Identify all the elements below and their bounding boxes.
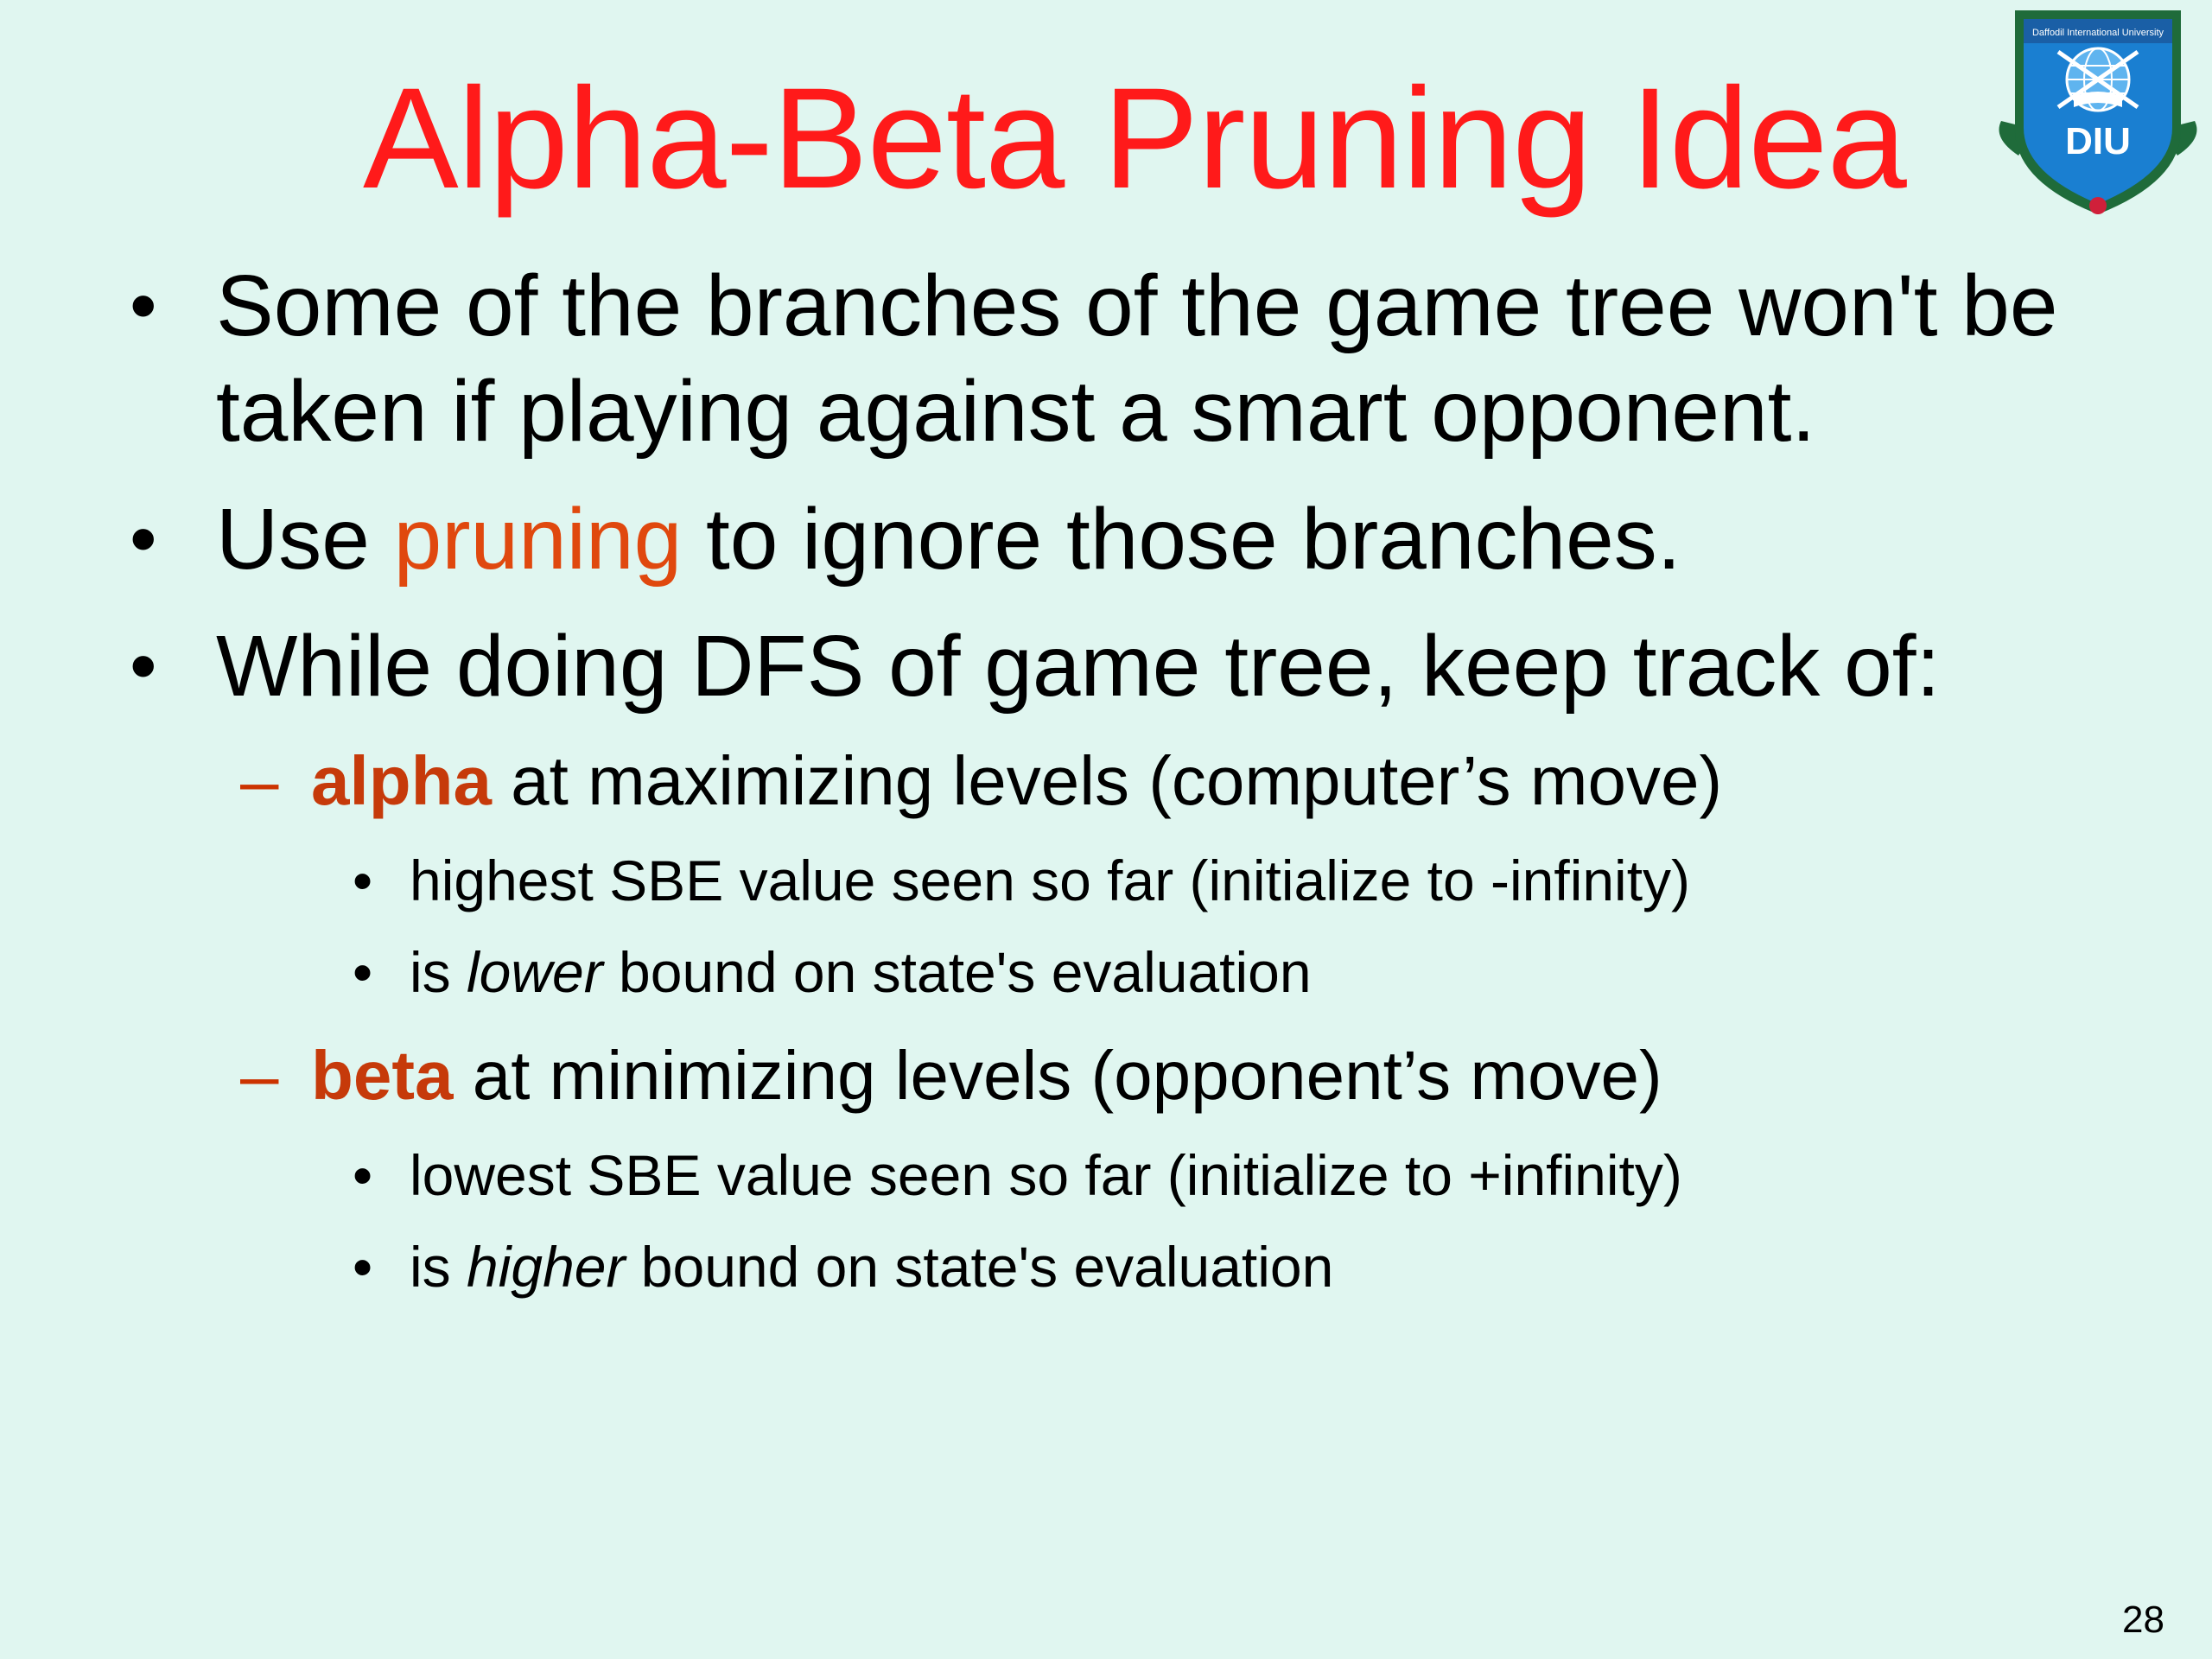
bullet-marker: • [130,263,157,349]
beta-keyword: beta [311,1037,454,1114]
bullet-marker: • [353,1143,373,1207]
bullet-1-line-1: Some of the branches of the game tree won't be [216,257,2058,354]
higher-emphasis: higher [467,1235,626,1299]
lower-emphasis: lower [467,940,603,1004]
bullet-marker: • [130,623,157,709]
slide-title: Alpha-Beta Pruning Idea [363,59,1906,219]
bullet-text: While doing DFS of game tree, keep track of: [216,618,1941,715]
bullet-2-prefix: Use [216,491,394,588]
alpha-description: at maximizing levels (computer’s move) [491,742,1723,819]
bullet-text [216,253,2058,464]
svg-text:DIU: DIU [2065,120,2131,162]
bullet-marker: • [353,849,373,912]
svg-text:Daffodil International Univers: Daffodil International University [2031,28,2164,38]
detail-text [410,1228,1333,1306]
bullet-marker: • [130,496,157,582]
bullet-1-line-2: taken if playing against a smart opponent. [216,363,1816,460]
dash-marker: – [240,1037,279,1114]
detail-prefix: is [410,1235,467,1299]
sub-item-text [311,738,1722,824]
bullet-text [216,486,1681,592]
university-logo [1984,0,2212,228]
shield-logo-icon [1984,0,2212,228]
detail-text [410,933,1312,1011]
detail-suffix: bound on state's evaluation [625,1235,1334,1299]
detail-suffix: bound on state's evaluation [602,940,1312,1004]
sub-item-text [311,1033,1662,1119]
bullet-2-suffix: to ignore those branches. [682,491,1681,588]
alpha-keyword: alpha [311,742,492,819]
detail-text: highest SBE value seen so far (initialize to -infinity) [410,849,1691,912]
bullet-marker: • [353,940,373,1004]
page-number: 28 [2122,1599,2164,1641]
detail-prefix: is [410,940,467,1004]
pruning-highlight: pruning [393,491,683,588]
dash-marker: – [240,742,279,819]
detail-text: lowest SBE value seen so far (initialize to +infinity) [410,1143,1682,1207]
bullet-marker: • [353,1235,373,1299]
beta-description: at minimizing levels (opponent’s move) [453,1037,1662,1114]
